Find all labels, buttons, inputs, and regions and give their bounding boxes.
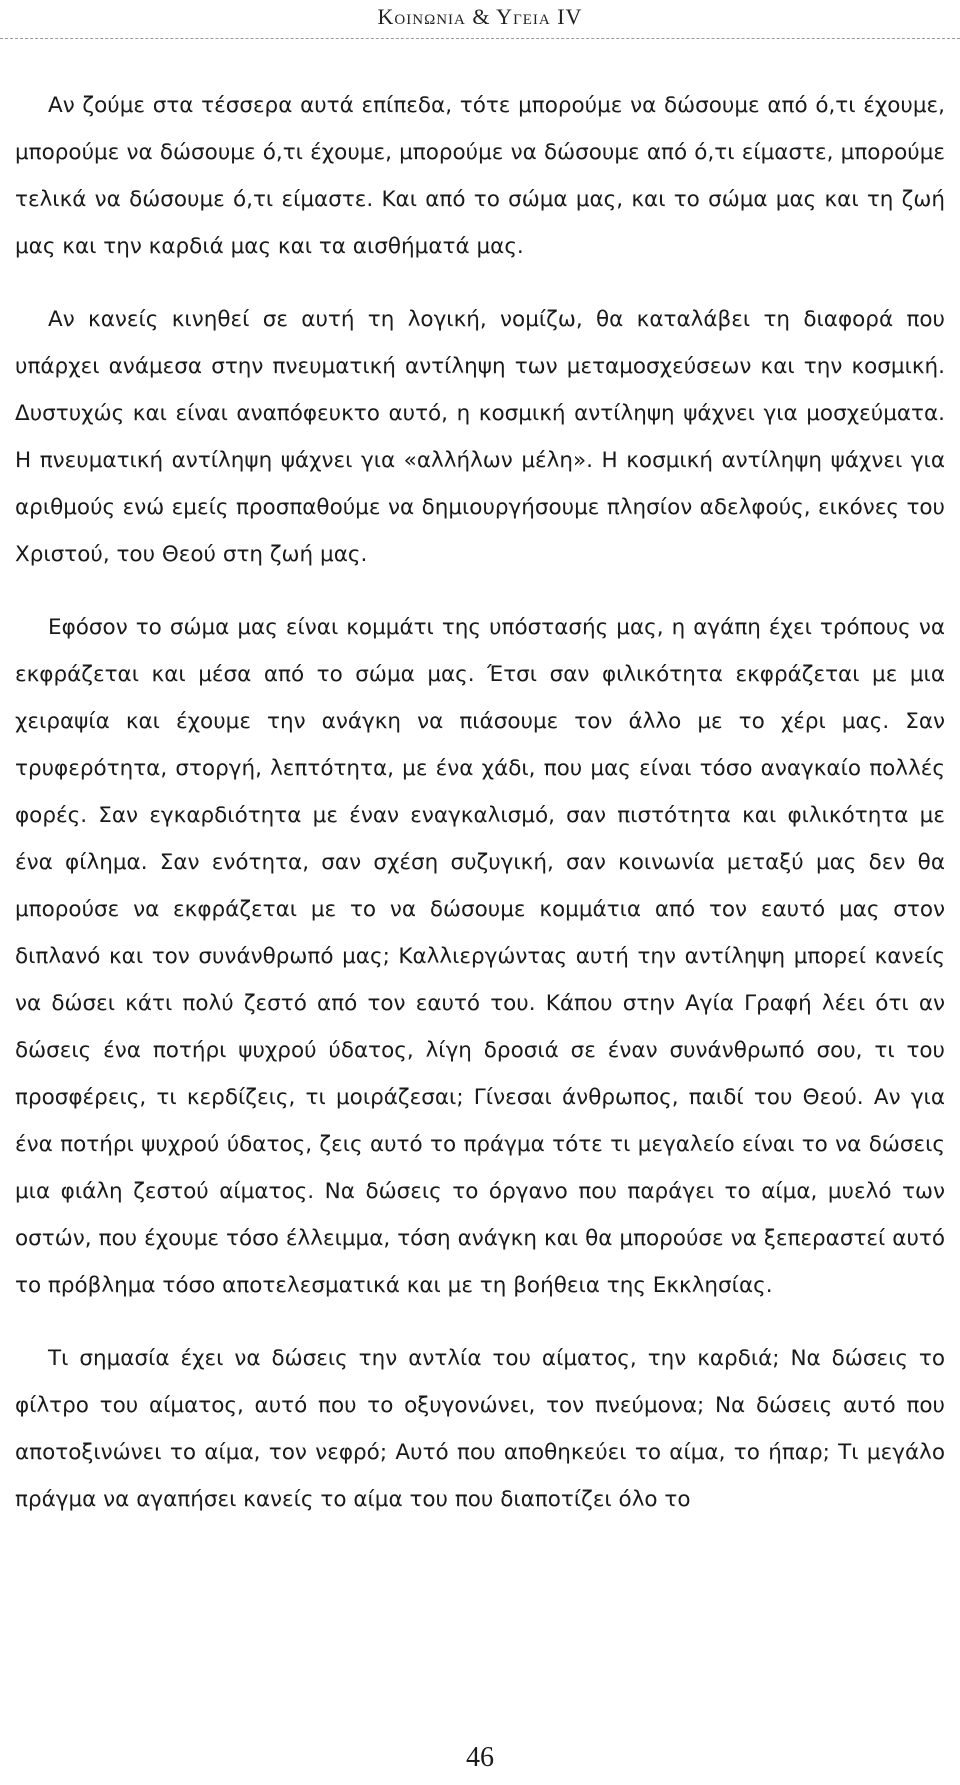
paragraph-2: Αν κανείς κινηθεί σε αυτή τη λογική, νομίζω, θα καταλάβει τη διαφορά που υπάρχει ανάμεσα στην πνευματική αντίληψη των μεταμοσχεύσεων και την κοσμική. Δυστυχώς και είναι αναπόφευκτο αυτό, η κοσμική αντίληψη ψάχνει για μοσχεύματα. Η πνευματική αντίληψη ψάχνει για «αλλήλων μέλη». Η κοσμική αντίληψη ψάχνει για αριθμούς ενώ εμείς προσπαθούμε να δημιουργήσουμε πλησίον αδελφούς, εικόνες του Χριστού, του Θεού στη ζωή μας.: [15, 307, 945, 567]
paragraph-1: Αν ζούμε στα τέσσερα αυτά επίπεδα, τότε μπορούμε να δώσουμε από ό,τι έχουμε, μπορούμε να δώσουμε ό,τι έχουμε, μπορούμε να δώσουμε από ό,τι είμαστε, μπορούμε τελικά να δώσουμε ό,τι είμαστε. Και από το σώμα μας, και το σώμα μας και τη ζωή μας και την καρδιά μας και τα αισθήματά μας.: [15, 93, 945, 259]
paragraph-3: Εφόσον το σώμα μας είναι κομμάτι της υπόστασής μας, η αγάπη έχει τρόπους να εκφράζεται και μέσα από το σώμα μας. Έτσι σαν φιλικότητα εκφράζεται με μια χειραψία και έχουμε την ανάγκη να πιάσουμε τον άλλο με το χέρι μας. Σαν τρυφερότητα, στοργή, λεπτότητα, με ένα χάδι, που μας είναι τόσο αναγκαίο πολλές φορές. Σαν εγκαρδιότητα με έναν εναγκαλισμό, σαν πιστότητα και φιλικότητα με ένα φίλημα. Σαν ενότητα, σαν σχέση συζυγική, σαν κοινωνία μεταξύ μας δεν θα μπορούσε να εκφράζεται με το να δώσουμε κομμάτια από τον εαυτό μας στον διπλανό και τον συνάνθρωπό μας; Καλλιεργώντας αυτή την αντίληψη μπορεί κανείς να δώσει κάτι πολύ ζεστό από τον εαυτό του. Κάπου στην Αγία Γραφή λέει ότι αν δώσεις ένα ποτήρι ψυχρού ύδατος, λίγη δροσιά σε έναν συνάνθρωπό σου, τι του προσφέρεις, τι κερδίζεις, τι μοιράζεσαι; Γίνεσαι άνθρωπος, παιδί του Θεού. Αν για ένα ποτήρι ψυχρού ύδατος, ζεις αυτό το πράγμα τότε τι μεγαλείο είναι το να δώσεις μια φιάλη ζεστού αίματος. Να δώσεις το όργανο που παράγει το αίμα, μυελό των οστών, που έχουμε τόσο έλλειμμα, τόση ανάγκη και θα μπορούσε να ξεπεραστεί αυτό το πρόβλημα τόσο αποτελεσματικά και με τη βοήθεια της Εκκλησίας.: [15, 615, 945, 1298]
paragraph-4: Τι σημασία έχει να δώσεις την αντλία του αίματος, την καρδιά; Να δώσεις το φίλτρο του αίματος, αυτό που το οξυγονώνει, τον πνεύμονα; Να δώσεις αυτό που αποτοξινώνει το αίμα, τον νεφρό; Αυτό που αποθηκεύει το αίμα, το ήπαρ; Τι μεγάλο πράγμα να αγαπήσει κανείς το αίμα του που διαποτίζει όλο το: [15, 1346, 945, 1512]
header-divider: [0, 38, 960, 39]
page-number: 46: [466, 1742, 494, 1773]
running-header: Κοινωνια & Υγεια IV: [377, 4, 583, 29]
body-text: [15, 82, 945, 1549]
